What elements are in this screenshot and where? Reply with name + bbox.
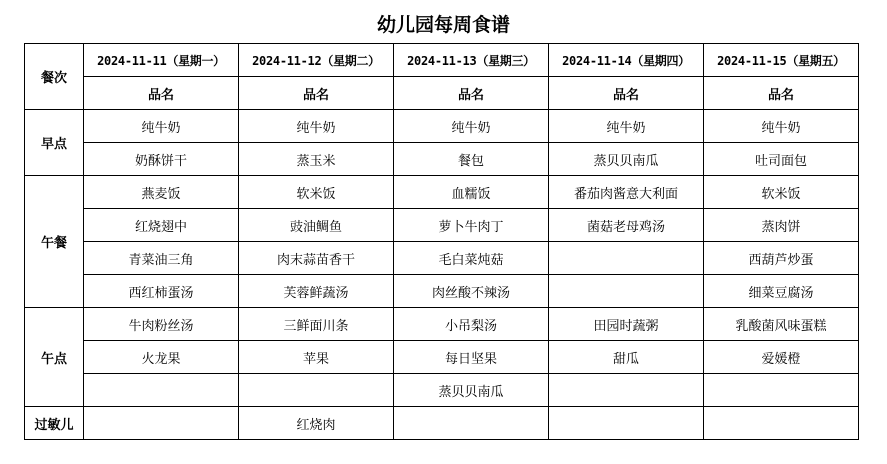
dish-cell: 蒸贝贝南瓜 bbox=[549, 143, 704, 176]
dish-cell: 乳酸菌风味蛋糕 bbox=[704, 308, 859, 341]
dish-cell: 青菜油三角 bbox=[84, 242, 239, 275]
dish-cell: 毛白菜炖菇 bbox=[394, 242, 549, 275]
dish-cell: 西红柿蛋汤 bbox=[84, 275, 239, 308]
item-header: 品名 bbox=[394, 77, 549, 110]
dish-cell bbox=[704, 407, 859, 440]
table-row bbox=[25, 242, 859, 275]
dish-cell: 牛肉粉丝汤 bbox=[84, 308, 239, 341]
dish-cell: 软米饭 bbox=[704, 176, 859, 209]
table-row bbox=[25, 110, 859, 143]
table-row bbox=[25, 143, 859, 176]
dish-cell: 纯牛奶 bbox=[704, 110, 859, 143]
dish-cell bbox=[549, 407, 704, 440]
item-header: 品名 bbox=[704, 77, 859, 110]
menu-table bbox=[24, 43, 859, 440]
item-header-row bbox=[25, 77, 859, 110]
meal-column-header: 餐次 bbox=[25, 44, 84, 110]
dish-cell: 纯牛奶 bbox=[549, 110, 704, 143]
table-row bbox=[25, 209, 859, 242]
dish-cell: 餐包 bbox=[394, 143, 549, 176]
date-header: 2024-11-14（星期四） bbox=[549, 44, 704, 77]
table-row bbox=[25, 308, 859, 341]
dish-cell: 爱媛橙 bbox=[704, 341, 859, 374]
item-header: 品名 bbox=[84, 77, 239, 110]
dish-cell bbox=[84, 407, 239, 440]
dish-cell: 火龙果 bbox=[84, 341, 239, 374]
table-row bbox=[25, 275, 859, 308]
meal-label-breakfast: 早点 bbox=[25, 110, 84, 176]
meal-label-afternoon-snack: 午点 bbox=[25, 308, 84, 407]
dish-cell: 芙蓉鲜蔬汤 bbox=[239, 275, 394, 308]
date-header-row bbox=[25, 44, 859, 77]
table-row bbox=[25, 407, 859, 440]
dish-cell bbox=[84, 374, 239, 407]
dish-cell: 每日坚果 bbox=[394, 341, 549, 374]
dish-cell: 蒸肉饼 bbox=[704, 209, 859, 242]
date-header: 2024-11-12（星期二） bbox=[239, 44, 394, 77]
dish-cell: 血糯饭 bbox=[394, 176, 549, 209]
dish-cell bbox=[549, 242, 704, 275]
dish-cell: 细菜豆腐汤 bbox=[704, 275, 859, 308]
dish-cell: 苹果 bbox=[239, 341, 394, 374]
dish-cell: 软米饭 bbox=[239, 176, 394, 209]
dish-cell: 奶酥饼干 bbox=[84, 143, 239, 176]
dish-cell: 番茄肉酱意大利面 bbox=[549, 176, 704, 209]
dish-cell: 小吊梨汤 bbox=[394, 308, 549, 341]
dish-cell: 纯牛奶 bbox=[394, 110, 549, 143]
dish-cell bbox=[394, 407, 549, 440]
dish-cell: 菌菇老母鸡汤 bbox=[549, 209, 704, 242]
dish-cell bbox=[239, 374, 394, 407]
date-header: 2024-11-13（星期三） bbox=[394, 44, 549, 77]
date-header: 2024-11-15（星期五） bbox=[704, 44, 859, 77]
table-row bbox=[25, 176, 859, 209]
dish-cell bbox=[704, 374, 859, 407]
dish-cell: 田园时蔬粥 bbox=[549, 308, 704, 341]
dish-cell: 红烧肉 bbox=[239, 407, 394, 440]
dish-cell: 燕麦饭 bbox=[84, 176, 239, 209]
page-title: 幼儿园每周食谱 bbox=[376, 14, 510, 36]
dish-cell: 甜瓜 bbox=[549, 341, 704, 374]
dish-cell: 纯牛奶 bbox=[239, 110, 394, 143]
dish-cell: 肉末蒜苗香干 bbox=[239, 242, 394, 275]
table-row bbox=[25, 374, 859, 407]
dish-cell: 肉丝酸不辣汤 bbox=[394, 275, 549, 308]
dish-cell: 红烧翅中 bbox=[84, 209, 239, 242]
dish-cell bbox=[549, 275, 704, 308]
dish-cell: 蒸贝贝南瓜 bbox=[394, 374, 549, 407]
dish-cell: 蒸玉米 bbox=[239, 143, 394, 176]
dish-cell bbox=[549, 374, 704, 407]
dish-cell: 吐司面包 bbox=[704, 143, 859, 176]
dish-cell: 纯牛奶 bbox=[84, 110, 239, 143]
item-header: 品名 bbox=[239, 77, 394, 110]
dish-cell: 豉油鲷鱼 bbox=[239, 209, 394, 242]
dish-cell: 西葫芦炒蛋 bbox=[704, 242, 859, 275]
item-header: 品名 bbox=[549, 77, 704, 110]
meal-label-lunch: 午餐 bbox=[25, 176, 84, 308]
dish-cell: 三鲜面川条 bbox=[239, 308, 394, 341]
date-header: 2024-11-11（星期一） bbox=[84, 44, 239, 77]
meal-label-allergy: 过敏儿 bbox=[25, 407, 84, 440]
table-row bbox=[25, 341, 859, 374]
dish-cell: 萝卜牛肉丁 bbox=[394, 209, 549, 242]
